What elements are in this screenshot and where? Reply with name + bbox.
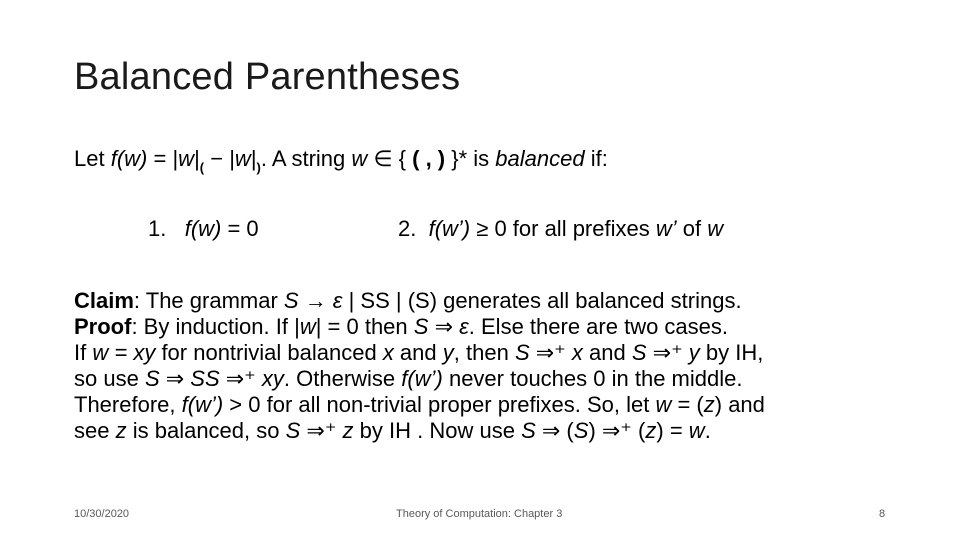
proof-line-5 (74, 392, 904, 418)
l3-e: and (582, 340, 626, 365)
l6-S3: S (573, 418, 589, 443)
def-w1: w (178, 146, 195, 171)
def-eq: = | (147, 146, 179, 171)
claim-S: S → ε (283, 288, 343, 313)
l5-fw: f(w’) (181, 392, 224, 417)
footer-course-title: Theory of Computation: Chapter 3 (396, 508, 563, 520)
l3-c: and (393, 340, 437, 365)
claim-a: : The grammar (133, 288, 278, 313)
l3-b: for nontrivial balanced (155, 340, 377, 365)
l3-f: by IH, (699, 340, 764, 365)
l5-b: > 0 for all non-trivial proper prefixes. So, let (223, 392, 650, 417)
l6-d: ⇒ ( (535, 418, 574, 443)
claim-line (74, 288, 904, 314)
l3-d: , then (453, 340, 509, 365)
proof-label: Proof (74, 314, 132, 339)
proof-c: . Else there are two cases. (468, 314, 729, 339)
proof-b: | = 0 then (315, 314, 408, 339)
cond2-w: w (707, 216, 724, 241)
l3-y: y (442, 340, 454, 365)
def-in-set: ∈ { (367, 146, 413, 171)
def-tail: if: (590, 146, 608, 171)
footer-date: 10/30/2020 (74, 508, 130, 520)
proof-a: : By induction. If | (131, 314, 300, 339)
l6-f: ) = (656, 418, 683, 443)
l6-S2: S (521, 418, 536, 443)
def-sub-close: ) (256, 160, 261, 175)
l5-w: w (655, 392, 672, 417)
l3-S2: S ⇒⁺ y (631, 340, 700, 365)
l3-w: w = xy (92, 340, 156, 365)
l6-S: S ⇒⁺ z (285, 418, 354, 443)
l6-e: ) ⇒⁺ ( (588, 418, 646, 443)
proof-line-4 (74, 366, 904, 392)
l6-z2: z (645, 418, 657, 443)
cond1-num: 1. (148, 216, 167, 241)
cond2-ge: ≥ 0 for all prefixes (470, 216, 650, 241)
l3-a: If (74, 340, 87, 365)
proof-line-6 (74, 418, 904, 444)
def-balanced: balanced (495, 146, 585, 171)
l6-g: . (704, 418, 711, 443)
l4-a: so use (74, 366, 139, 391)
l6-b: is balanced, so (126, 418, 280, 443)
proof-line-3 (74, 340, 904, 366)
def-paren-set: ( , ) (412, 146, 446, 171)
l6-a: see (74, 418, 110, 443)
l5-a: Therefore, (74, 392, 176, 417)
cond2-of: of (676, 216, 702, 241)
proof-S: S ⇒ ε (413, 314, 469, 339)
slide-title: Balanced Parentheses (74, 56, 461, 98)
def-w3: w (351, 146, 368, 171)
l6-z: z (115, 418, 127, 443)
def-sub-open: ( (199, 160, 205, 175)
def-minus: − | (204, 146, 235, 171)
def-mid: . A string (260, 146, 346, 171)
def-w2: w (234, 146, 251, 171)
def-bar2: | (250, 146, 257, 171)
l6-c: by IH . Now use (353, 418, 515, 443)
proof-block (74, 288, 904, 444)
l4-c: never touches 0 in the middle. (442, 366, 743, 391)
cond2-fwp: f(w’) (428, 216, 471, 241)
l4-b: . Otherwise (283, 366, 396, 391)
def-star: }* is (445, 146, 490, 171)
condition-1 (148, 216, 259, 242)
footer-page-number: 8 (879, 508, 886, 520)
def-fw: f(w) (110, 146, 148, 171)
proof-w: w (299, 314, 316, 339)
claim-b: | SS | (S) generates all balanced strings. (342, 288, 742, 313)
proof-line (74, 314, 904, 340)
def-lead: Let (74, 146, 105, 171)
l3-S1: S ⇒⁺ x (514, 340, 583, 365)
condition-2 (398, 216, 723, 242)
l5-d: ) and (714, 392, 765, 417)
cond1-rest: = 0 (221, 216, 259, 241)
l3-x: x (382, 340, 394, 365)
def-bar1: | (194, 146, 200, 171)
cond2-num: 2. (398, 216, 417, 241)
l4-S: S ⇒ SS ⇒⁺ xy (144, 366, 284, 391)
l6-w: w (688, 418, 705, 443)
cond2-wp: w’ (655, 216, 677, 241)
l4-fw: f(w’) (401, 366, 443, 391)
claim-label: Claim (74, 288, 134, 313)
definition-line (74, 146, 608, 175)
l5-c: = ( (671, 392, 704, 417)
cond1-fw: f(w) (184, 216, 222, 241)
l5-z: z (703, 392, 715, 417)
